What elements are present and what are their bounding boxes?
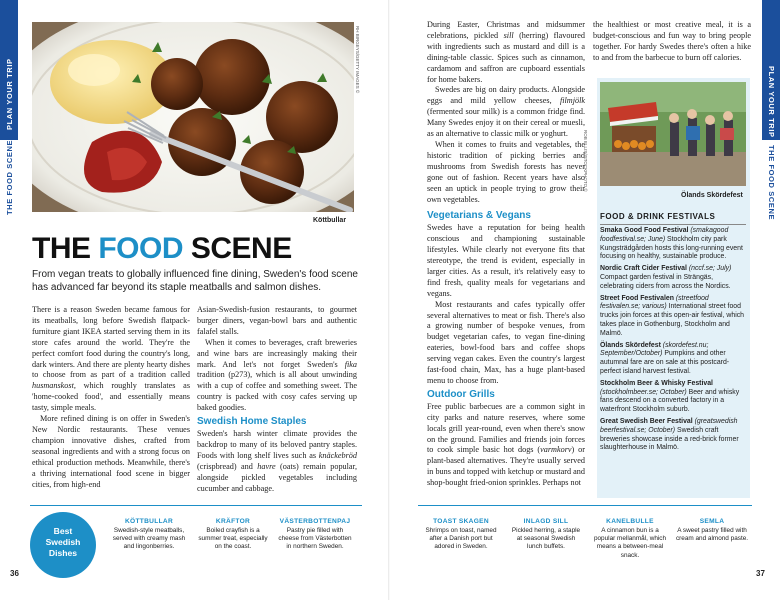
dish-item: TOAST SKAGEN Shrimps on toast, named after a Danish port but adored in Sweden. <box>425 518 497 551</box>
dish-item: KRÄFTOR Boiled crayfish is a summer treat, especially on the coast. <box>198 518 268 551</box>
title-prefix: THE <box>32 232 99 265</box>
paragraph: More refined dining is on offer in Sweden's New Nordic restaurants. These venues champion innovative dishes, crafted from seasonal ingredients and with a strong focus on ethical production methods. Meanwhile, there's a thriving international food scene in bigger cities, from high-end <box>32 414 190 489</box>
title-suffix: SCENE <box>183 232 292 265</box>
text-column-4 <box>593 20 751 64</box>
divider <box>30 505 362 506</box>
festival-item: Stockholm Beer & Whisky Festival (stockholmbeer.se; October) Beer and whisky fans descend on a converted factory in a waterfront Stockholm suburb. <box>600 379 740 414</box>
paragraph: Free public barbecues are a common sight in city parks and nature reserves, where some locals grill year-round, even when there's snow on the ground. Families and friends join forces to cook simple basic hot dogs (varmkorv) or plant-based alternatives. They're usually served in buns and topped with ketchup or mustard and shop-bought fried-onion sprinkles. Perhaps not <box>427 401 585 488</box>
meatballs-photo <box>32 22 354 212</box>
intro-text: From vegan treats to globally influenced fine dining, Sweden's food scene has advanced far beyond its staple meatballs and salmon dishes. <box>32 269 358 293</box>
festival-item: Street Food Festivalen (streetfood festivalen.se; various) International street food trucks join forces at this open-air festival, which takes place in Gothenburg, Stockholm and Malmö. <box>600 294 744 337</box>
paragraph: During Easter, Christmas and midsummer celebrations, pickled sill (herring) flavoured with ingredients such as mustard and dill is a dining-table classic. Spices such as cinnamon, cardamom and saffron are cupboard essentials for home bakers. <box>427 20 585 84</box>
festival-item: Nordic Craft Cider Festival (nccf.se; July) Compact garden festival in Strängäs, celebrating ciders from across the Nordics. <box>600 265 732 290</box>
title-accent: FOOD <box>98 232 184 265</box>
dish-item: KANELBULLE A cinnamon bun is a popular mellanmål, which means a between-meal snack. <box>593 518 667 559</box>
festivals-heading: FOOD & DRINK FESTIVALS <box>600 212 716 221</box>
side-tab-chapter: THE FOOD SCENE <box>5 139 14 215</box>
photo-caption: Köttbullar <box>313 217 347 224</box>
page-number: 36 <box>10 569 19 578</box>
dish-item: KÖTTBULLAR Swedish-style meatballs, served with creamy mash and lingonberries. <box>112 518 186 551</box>
paragraph: the healthiest or most creative meal, it is a budget-conscious and fun way to bring people together. For hardy Swedes there's often a hike to and from the barbecue to burn off calories. <box>593 20 751 62</box>
side-tab-section: PLAN YOUR TRIP <box>767 66 776 138</box>
photo-credit: RH BIRGEYS/GETTY IMAGES © <box>355 26 360 94</box>
festivals-list <box>600 227 746 456</box>
paragraph: Sweden's harsh winter climate provides the backdrop to many of its beloved pantry staples. Foods with long shelf lives such as knäckebröd (crispbread) and havre (oats) remain popular, alongside pickled vegetables including cucumber and cabbage. <box>197 428 357 493</box>
photo-credit: ROB ELLIS/ISTOCKPHOTO © <box>583 130 588 192</box>
side-tab <box>762 0 780 230</box>
dish-item: SEMLA A sweet pastry filled with cream and almond paste. <box>675 518 749 543</box>
paragraph: When it comes to beverages, craft breweries and wine bars are increasingly making their mark. And let's not forget Sweden's fika tradition (p273), which is all about unwinding with a cup of coffee and something sweet. The country is packed with cosy cafes serving up baked goodies. <box>197 337 357 413</box>
market-photo <box>600 82 746 186</box>
paragraph: Swedes are big on dairy products. Alongside eggs and mild yellow cheeses, filmjölk (fermented sour milk) is a common fridge find. Many Swedes enjoy it on their cereal or muesli, as an alternative to classic milk or yoghurt. <box>427 85 585 139</box>
section-heading: Vegetarians & Vegans <box>427 210 531 222</box>
side-tab-section: PLAN YOUR TRIP <box>5 58 14 130</box>
market-illustration <box>600 82 746 186</box>
festival-photo-caption: Ölands Skördefest <box>681 192 743 199</box>
festival-item: Ölands Skördefest (skordefest.nu; September/October) Pumpkins and other autumnal fare are on sale at this postcard-perfect island harvest festival. <box>600 341 730 375</box>
section-heading: Swedish Home Staples <box>197 416 307 428</box>
side-tab <box>0 0 18 230</box>
page-title <box>32 232 292 266</box>
paragraph: Most restaurants and cafes typically offer several alternatives to meat or fish. There's also a growing number of bespoke venues, from budget vegetarian cafes, to vegan fine-dining eateries, bowl-food bars and coffee shops serving vegan cakes. Even the country's largest fast-food chain, Max, has a huge plant-based menu to choose from. <box>427 299 585 385</box>
festival-item: Smaka Good Food Festival (smakagood foodfestival.se; June) Stockholm city park Kungsträdgården hosts this long-running event focusing on healthy, sustainable produce. <box>600 227 743 261</box>
page-number: 37 <box>756 569 765 578</box>
paragraph: There is a reason Sweden became famous for its meatballs, long before Swedish flatpack-furniture giant IKEA started serving them in its store cafes around the world. They're the perfect comfort food during the country's long, dark winters. And there are plenty hearty dishes to choose from as part of a tradition called husmanskost, which roughly translates as 'home-cooked food', and essentially means tasty, simple meals. <box>32 305 190 413</box>
text-column-3 <box>427 20 585 489</box>
paragraph: Swedes have a reputation for being health conscious and championing sustainable lifestyles. While clearly not everyone fits that stereotype, the trend is evident, especially in larger cities. As a result, it's relatively easy to find fresh, quality meals for vegetarians and vegans. <box>427 223 585 298</box>
meatballs-illustration <box>32 22 354 212</box>
best-dishes-badge: Best Swedish Dishes <box>30 512 96 578</box>
dish-item: VÄSTERBOTTENPAJ Pastry pie filled with cheese from Västerbotten in northern Sweden. <box>278 518 352 551</box>
dish-item: INLAGD SILL Pickled herring, a staple at seasonal Swedish lunch buffets. <box>511 518 581 551</box>
divider <box>418 505 752 506</box>
section-heading: Outdoor Grills <box>427 388 495 400</box>
divider <box>600 224 746 225</box>
text-column-1 <box>32 305 190 490</box>
side-tab-chapter: THE FOOD SCENE <box>767 145 776 221</box>
paragraph: When it comes to fruits and vegetables, the historic tradition of picking berries and mushrooms from Swedish forests has never gone out of fashion. Recent years have also seen an uptick in people trying to grow their own vegetables. <box>427 139 585 204</box>
paragraph: Asian-Swedish-fusion restaurants, to gourmet burger diners, vegan-bowl bars and authentic falafel stalls. <box>197 305 357 336</box>
festival-item: Great Swedish Beer Festival (greatswedish beerfestival.se; October) Swedish craft breweries showcase inside a red-brick former slaughterhouse in Malmö. <box>600 417 739 452</box>
text-column-2 <box>197 305 357 494</box>
